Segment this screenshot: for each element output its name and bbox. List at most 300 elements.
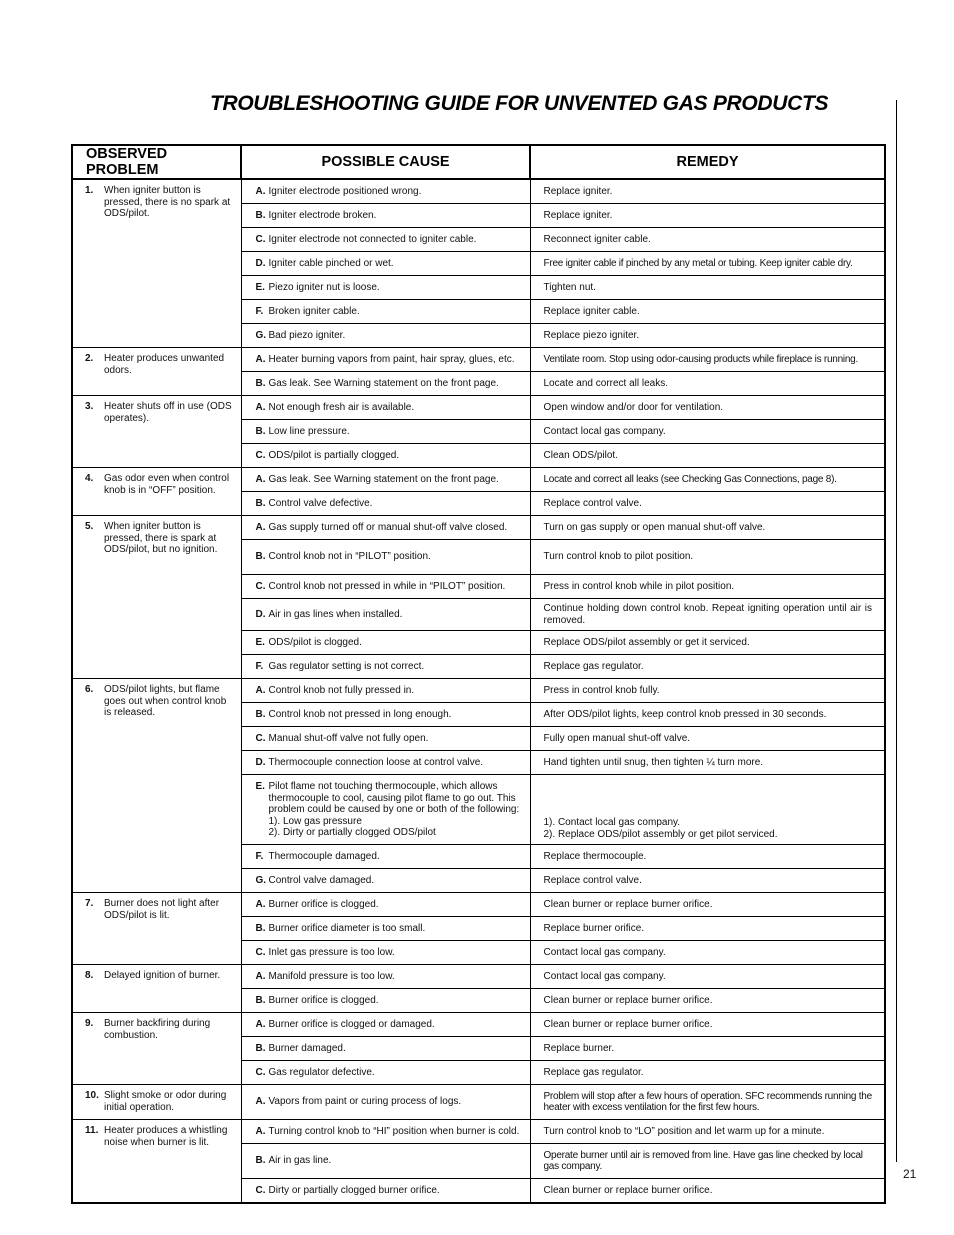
problem-entry [85,353,235,376]
cause-text: Control knob not in “PILOT” position. [268,551,431,563]
problem-entry [85,1125,235,1148]
cause-text-block [269,851,524,863]
troubleshooting-table [71,144,886,1204]
remedy-cell: Replace igniter. [530,204,885,228]
cause-text: Control knob not pressed in long enough. [268,708,452,720]
cause-letter: B. [255,708,266,720]
remedy-cell: Operate burner until air is removed from line. Have gas line checked by local gas company. [530,1144,885,1179]
cause-text-block [269,685,524,697]
cause-entry [256,1155,524,1167]
problem-entry [85,401,235,424]
problem-text: Heater shuts off in use (ODS operates). [104,401,232,424]
cause-entry [256,947,524,959]
observed-problem-cell [72,1085,241,1120]
remedy-cell: Press in control knob while in pilot position. [530,575,885,599]
cause-text-block [269,875,524,887]
remedy-cell: Turn control knob to pilot position. [530,540,885,575]
cause-letter: A. [255,401,266,413]
cause-letter: A. [255,473,266,485]
cause-entry [256,757,524,769]
problem-entry [85,473,235,496]
table-row [72,679,885,703]
cause-entry [256,258,524,270]
cause-text: Pilot flame not touching thermocouple, which allows thermocouple to cool, causing pilot flame to go out. This problem could be caused by one or both of the following: [268,781,520,815]
cause-text: Burner orifice is clogged. [268,994,379,1006]
remedy-cell [530,775,885,845]
cause-text-block [269,1096,524,1108]
remedy-cell: Contact local gas company. [530,420,885,444]
cause-text-block [269,709,524,721]
possible-cause-cell [241,989,530,1013]
remedy-cell: Hand tighten until snug, then tighten ¼ turn more. [530,751,885,775]
cause-text-block [269,378,524,390]
possible-cause-cell [241,300,530,324]
cause-text-block [269,757,524,769]
table-body [72,179,885,1203]
cause-text: Air in gas line. [268,1155,332,1167]
remedy-cell: Replace control valve. [530,869,885,893]
remedy-cell: Replace burner orifice. [530,917,885,941]
header-row [72,145,885,179]
possible-cause-cell [241,540,530,575]
cause-text: Thermocouple damaged. [268,850,380,862]
cause-letter: C. [255,1066,266,1078]
problem-entry [85,1090,235,1113]
cause-entry [256,474,524,486]
possible-cause-cell [241,1085,530,1120]
cause-text-block [269,1019,524,1031]
remedy-cell: Open window and/or door for ventilation. [530,396,885,420]
cause-entry [256,851,524,863]
cause-entry [256,210,524,222]
cause-text-block [269,1126,524,1138]
cause-text-block [269,498,524,510]
observed-problem-cell [72,679,241,893]
cause-letter: D. [255,608,266,620]
cause-entry [256,186,524,198]
possible-cause-cell [241,1061,530,1085]
cause-entry [256,378,524,390]
cause-entry [256,551,524,563]
possible-cause-cell [241,941,530,965]
cause-text-block [269,637,524,649]
cause-letter: B. [255,377,266,389]
possible-cause-cell [241,631,530,655]
cause-entry [256,450,524,462]
possible-cause-cell [241,1013,530,1037]
table-row [72,1120,885,1144]
remedy-cell: Locate and correct all leaks (see Checking Gas Connections, page 8). [530,468,885,492]
problem-entry [85,185,235,220]
problem-number: 3. [85,401,94,412]
problem-number: 1. [85,185,94,196]
cause-letter: B. [255,209,266,221]
cause-letter: D. [255,257,266,269]
cause-text: Burner orifice is clogged. [268,898,379,910]
cause-entry [256,581,524,593]
cause-entry [256,899,524,911]
problem-number: 7. [85,898,94,909]
cause-entry [256,923,524,935]
cause-letter: B. [255,425,266,437]
cause-text: Not enough fresh air is available. [268,401,415,413]
header-possible-cause: POSSIBLE CAUSE [241,145,530,179]
cause-text: Low line pressure. [268,425,350,437]
problem-text: Heater produces a whistling noise when burner is lit. [104,1125,228,1148]
remedy-cell: Tighten nut. [530,276,885,300]
possible-cause-cell [241,845,530,869]
remedy-cell: Replace igniter cable. [530,300,885,324]
table-row [72,348,885,372]
cause-text-block [269,781,524,839]
cause-text-block [269,258,524,270]
observed-problem-cell [72,468,241,516]
remedy-cell: Replace piezo igniter. [530,324,885,348]
possible-cause-cell [241,276,530,300]
table-row [72,396,885,420]
cause-text-block [269,551,524,563]
remedy-cell: Contact local gas company. [530,941,885,965]
observed-problem-cell [72,1013,241,1085]
cause-text-block [269,402,524,414]
cause-letter: B. [255,1042,266,1054]
cause-text-block [269,1067,524,1079]
table-row [72,893,885,917]
problem-number: 4. [85,473,94,484]
cause-text: Piezo igniter nut is loose. [268,281,380,293]
problem-text: Delayed ignition of burner. [104,970,221,981]
cause-letter: A. [255,521,266,533]
observed-problem-cell [72,1120,241,1204]
remedy-cell: Replace burner. [530,1037,885,1061]
cause-entry [256,330,524,342]
cause-text-block [269,474,524,486]
problem-text: Burner does not light after ODS/pilot is lit. [104,898,220,921]
problem-text: When igniter button is pressed, there is no spark at ODS/pilot. [104,185,231,219]
cause-text-block [269,210,524,222]
possible-cause-cell [241,420,530,444]
table-row [72,965,885,989]
remedy-cell: Turn control knob to “LO” position and let warm up for a minute. [530,1120,885,1144]
cause-text: Manual shut-off valve not fully open. [268,732,429,744]
cause-letter: G. [255,329,267,341]
possible-cause-cell [241,965,530,989]
remedy-cell: Reconnect igniter cable. [530,228,885,252]
possible-cause-cell [241,179,530,204]
cause-text: Gas regulator defective. [268,1066,375,1078]
cause-text: ODS/pilot is partially clogged. [268,449,400,461]
remedy-cell: Fully open manual shut-off valve. [530,727,885,751]
cause-entry [256,1096,524,1108]
cause-text-block [269,450,524,462]
cause-text: Gas leak. See Warning statement on the front page. [268,473,499,485]
cause-text: Dirty or partially clogged burner orifice. [268,1184,440,1196]
cause-letter: A. [255,1096,266,1108]
header-remedy: REMEDY [530,145,885,179]
header-observed-problem: OBSERVED PROBLEM [72,145,241,179]
problem-number: 2. [85,353,94,364]
cause-text-block [269,282,524,294]
cause-text: Burner damaged. [268,1042,346,1054]
cause-letter: F. [255,660,264,672]
remedy-cell: Turn on gas supply or open manual shut-off valve. [530,516,885,540]
observed-problem-cell [72,179,241,348]
possible-cause-cell [241,228,530,252]
cause-entry [256,498,524,510]
possible-cause-cell [241,751,530,775]
cause-text-block [269,947,524,959]
problem-text: When igniter button is pressed, there is spark at ODS/pilot, but no ignition. [104,521,218,555]
problem-entry [85,521,235,556]
remedy-cell: Clean burner or replace burner orifice. [530,1013,885,1037]
cause-entry [256,306,524,318]
possible-cause-cell [241,679,530,703]
cause-sub-line: 1). Low gas pressure [268,815,362,827]
possible-cause-cell [241,1144,530,1179]
remedy-cell: Continue holding down control knob. Repeat igniting operation until air is removed. [530,599,885,631]
cause-letter: E. [255,781,265,792]
problem-text: Gas odor even when control knob is in “OFF” position. [104,473,230,496]
cause-entry [256,709,524,721]
cause-text-block [269,581,524,593]
observed-problem-cell [72,348,241,396]
cause-text-block [269,995,524,1007]
cause-letter: B. [255,994,266,1006]
cause-letter: A. [255,684,266,696]
possible-cause-cell [241,372,530,396]
possible-cause-cell [241,516,530,540]
table-header [72,145,885,179]
cause-sub-line: 2). Dirty or partially clogged ODS/pilot [268,827,436,838]
cause-letter: C. [255,233,266,245]
cause-letter: F. [255,305,264,317]
remedy-cell: Replace ODS/pilot assembly or get it serviced. [530,631,885,655]
cause-text: Igniter cable pinched or wet. [268,257,394,269]
cause-text: Manifold pressure is too low. [268,970,395,982]
possible-cause-cell [241,204,530,228]
possible-cause-cell [241,599,530,631]
remedy-cell: Clean burner or replace burner orifice. [530,1179,885,1204]
cause-entry [256,234,524,246]
page-number: 21 [903,1167,917,1181]
table-row [72,1013,885,1037]
problem-entry [85,1018,235,1041]
cause-text-block [269,306,524,318]
possible-cause-cell [241,468,530,492]
remedy-cell: Ventilate room. Stop using odor-causing products while fireplace is running. [530,348,885,372]
table-row [72,179,885,204]
cause-entry [256,1019,524,1031]
cause-letter: A. [255,353,266,365]
problem-number: 10. [85,1090,99,1101]
table-row [72,468,885,492]
problem-number: 9. [85,1018,94,1029]
cause-text-block [269,661,524,673]
cause-text: Turning control knob to “HI” position when burner is cold. [268,1125,520,1137]
cause-text: Broken igniter cable. [268,305,360,317]
cause-entry [256,1067,524,1079]
problem-text: Burner backfiring during combustion. [104,1018,211,1041]
cause-text-block [269,971,524,983]
cause-entry [256,637,524,649]
cause-text-block [269,354,524,366]
cause-letter: G. [255,874,267,886]
cause-letter: B. [255,551,266,563]
remedy-cell: Free igniter cable if pinched by any metal or tubing. Keep igniter cable dry. [530,252,885,276]
possible-cause-cell [241,444,530,468]
cause-text-block [269,426,524,438]
remedy-cell: Replace gas regulator. [530,1061,885,1085]
cause-text-block [269,899,524,911]
cause-letter: C. [255,580,266,592]
cause-text: Vapors from paint or curing process of logs. [268,1096,462,1108]
cause-text: Inlet gas pressure is too low. [268,946,395,958]
cause-entry [256,282,524,294]
cause-text-block [269,186,524,198]
problem-number: 6. [85,684,94,695]
cause-entry [256,661,524,673]
possible-cause-cell [241,1179,530,1204]
table-row [72,516,885,540]
possible-cause-cell [241,1037,530,1061]
cause-text: Control valve damaged. [268,874,375,886]
cause-letter: C. [255,732,266,744]
cause-letter: A. [255,1018,266,1030]
cause-text: Control valve defective. [268,497,373,509]
cause-entry [256,995,524,1007]
cause-text: Control knob not pressed in while in “PILOT” position. [268,580,506,592]
possible-cause-cell [241,348,530,372]
cause-text-block [269,923,524,935]
cause-letter: B. [255,922,266,934]
cause-letter: F. [255,850,264,862]
cause-letter: A. [255,898,266,910]
cause-letter: D. [255,756,266,768]
problem-number: 11. [85,1125,99,1136]
cause-text: Igniter electrode broken. [268,209,377,221]
possible-cause-cell [241,324,530,348]
cause-letter: E. [255,281,265,293]
possible-cause-cell [241,727,530,751]
observed-problem-cell [72,516,241,679]
cause-letter: B. [255,1155,266,1167]
remedy-line: 1). Contact local gas company. [543,817,681,828]
cause-entry [256,875,524,887]
cause-letter: C. [255,946,266,958]
possible-cause-cell [241,396,530,420]
cause-text: Bad piezo igniter. [268,329,346,341]
cause-letter: A. [255,185,266,197]
problem-text: Heater produces unwanted odors. [104,353,225,376]
cause-entry [256,781,524,839]
cause-letter: C. [255,1184,266,1196]
remedy-cell: Replace control valve. [530,492,885,516]
remedy-cell: Replace thermocouple. [530,845,885,869]
remedy-cell: Clean burner or replace burner orifice. [530,989,885,1013]
page-title: TROUBLESHOOTING GUIDE FOR UNVENTED GAS PRODUCTS [210,92,829,115]
table-row [72,1085,885,1120]
remedy-cell: Clean ODS/pilot. [530,444,885,468]
possible-cause-cell [241,1120,530,1144]
cause-text-block [269,609,524,621]
side-rule [896,100,897,1162]
cause-text-block [269,733,524,745]
cause-text: Burner orifice is clogged or damaged. [268,1018,435,1030]
cause-text: Thermocouple connection loose at control valve. [268,756,484,768]
possible-cause-cell [241,893,530,917]
problem-entry [85,970,235,982]
cause-text: Heater burning vapors from paint, hair spray, glues, etc. [268,353,515,365]
problem-entry [85,684,235,719]
cause-text-block [269,1043,524,1055]
observed-problem-cell [72,396,241,468]
cause-entry [256,1185,524,1197]
problem-number: 5. [85,521,94,532]
possible-cause-cell [241,252,530,276]
cause-letter: A. [255,970,266,982]
problem-entry [85,898,235,921]
cause-text-block [269,330,524,342]
cause-entry [256,733,524,745]
cause-letter: C. [255,449,266,461]
possible-cause-cell [241,869,530,893]
cause-text: Igniter electrode not connected to igniter cable. [268,233,477,245]
cause-letter: E. [255,636,265,648]
possible-cause-cell [241,917,530,941]
problem-text: Slight smoke or odor during initial operation. [104,1090,227,1113]
remedy-cell: Replace igniter. [530,179,885,204]
possible-cause-cell [241,775,530,845]
observed-problem-cell [72,893,241,965]
observed-problem-cell [72,965,241,1013]
remedy-cell: Replace gas regulator. [530,655,885,679]
cause-letter: A. [255,1125,266,1137]
remedy-cell: After ODS/pilot lights, keep control knob pressed in 30 seconds. [530,703,885,727]
cause-text: Control knob not fully pressed in. [268,684,415,696]
cause-text-block [269,1155,524,1167]
cause-text: Gas regulator setting is not correct. [268,660,425,672]
cause-text: Gas leak. See Warning statement on the front page. [268,377,499,389]
cause-entry [256,522,524,534]
remedy-line: 2). Replace ODS/pilot assembly or get pilot serviced. [543,828,778,840]
cause-entry [256,402,524,414]
cause-text: Gas supply turned off or manual shut-off valve closed. [268,521,508,533]
cause-entry [256,354,524,366]
remedy-cell: Clean burner or replace burner orifice. [530,893,885,917]
remedy-cell: Contact local gas company. [530,965,885,989]
possible-cause-cell [241,703,530,727]
problem-text: ODS/pilot lights, but flame goes out when control knob is released. [104,684,227,718]
remedy-cell: Locate and correct all leaks. [530,372,885,396]
cause-entry [256,1043,524,1055]
possible-cause-cell [241,655,530,679]
cause-text-block [269,1185,524,1197]
possible-cause-cell [241,575,530,599]
possible-cause-cell [241,492,530,516]
cause-text: Igniter electrode positioned wrong. [268,185,422,197]
cause-text: Burner orifice diameter is too small. [268,922,426,934]
cause-entry [256,1126,524,1138]
cause-text: Air in gas lines when installed. [268,608,403,620]
cause-entry [256,426,524,438]
cause-entry [256,685,524,697]
remedy-cell: Press in control knob fully. [530,679,885,703]
remedy-cell: Problem will stop after a few hours of operation. SFC recommends running the heater with excess ventilation for the first few hours. [530,1085,885,1120]
cause-entry [256,971,524,983]
cause-entry [256,609,524,621]
cause-text: ODS/pilot is clogged. [268,636,362,648]
cause-text-block [269,522,524,534]
